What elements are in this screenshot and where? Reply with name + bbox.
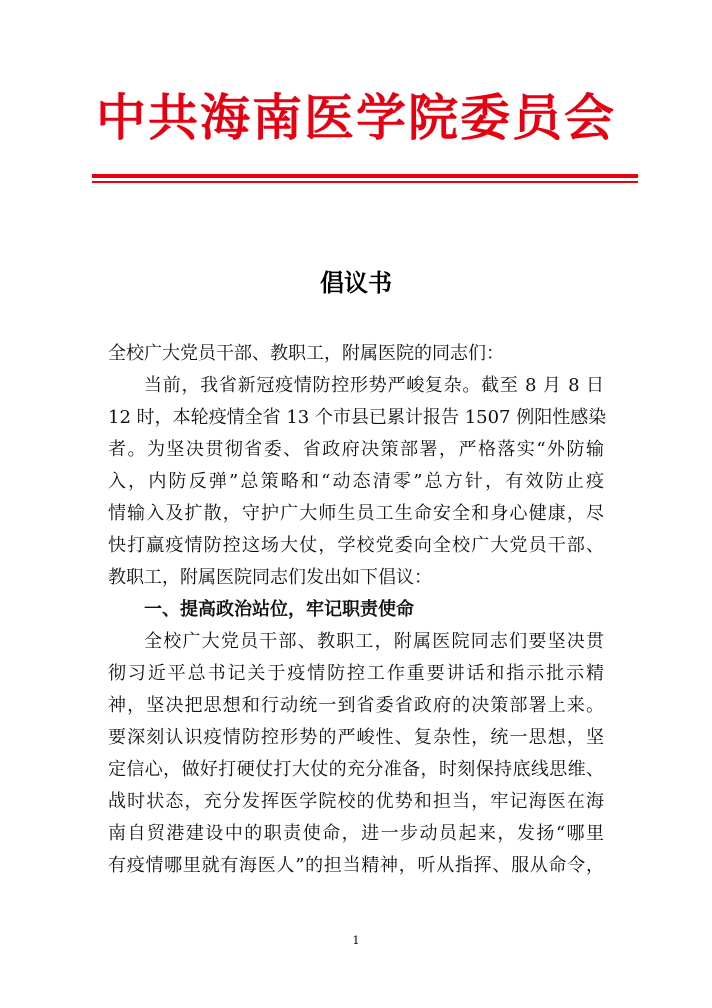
paragraph-line: 有疫情哪里就有海医人”的担当精神，听从指挥、服从命令， — [108, 855, 604, 876]
paragraph-line: 南自贸港建设中的职责使命，进一步动员起来，发扬“哪里 — [108, 823, 604, 844]
paragraph-line: 战时状态，充分发挥医学院校的优势和担当，牢记海医在海 — [108, 791, 604, 812]
paragraph-line: 彻习近平总书记关于疫情防控工作重要讲话和指示批示精 — [108, 663, 604, 684]
page-number: 1 — [352, 934, 360, 947]
document-title: 倡议书 — [320, 268, 392, 297]
section-heading: 一、提高政治站位，牢记职责使命 — [144, 599, 414, 620]
organization-header: 中共海南医学院委员会 — [96, 88, 616, 147]
paragraph-line: 快打赢疫情防控这场大仗，学校党委向全校广大党员干部、 — [108, 535, 604, 556]
salutation: 全校广大党员干部、教职工，附属医院的同志们： — [108, 343, 504, 364]
paragraph-line: 教职工，附属医院同志们发出如下倡议： — [108, 567, 432, 588]
paragraph-line: 全校广大党员干部、教职工，附属医院同志们要坚决贯 — [144, 631, 604, 652]
paragraph-line: 当前，我省新冠疫情防控形势严峻复杂。截至 8 月 8 日 — [144, 375, 604, 396]
header-divider-thin — [92, 181, 638, 183]
paragraph-line: 要深刻认识疫情防控形势的严峻性、复杂性，统一思想，坚 — [108, 727, 604, 748]
paragraph-line: 者。为坚决贯彻省委、省政府决策部署，严格落实“外防输 — [108, 439, 604, 460]
paragraph-line: 情输入及扩散，守护广大师生员工生命安全和身心健康，尽 — [108, 503, 604, 524]
paragraph-line: 12 时，本轮疫情全省 13 个市县已累计报告 1507 例阳性感染 — [108, 407, 607, 428]
paragraph-line: 入，内防反弹”总策略和“动态清零”总方针，有效防止疫 — [108, 471, 604, 492]
paragraph-line: 神，坚决把思想和行动统一到省委省政府的决策部署上来。 — [108, 695, 604, 716]
header-divider-thick — [92, 174, 638, 178]
paragraph-line: 定信心，做好打硬仗打大仗的充分准备，时刻保持底线思维、 — [108, 759, 604, 780]
